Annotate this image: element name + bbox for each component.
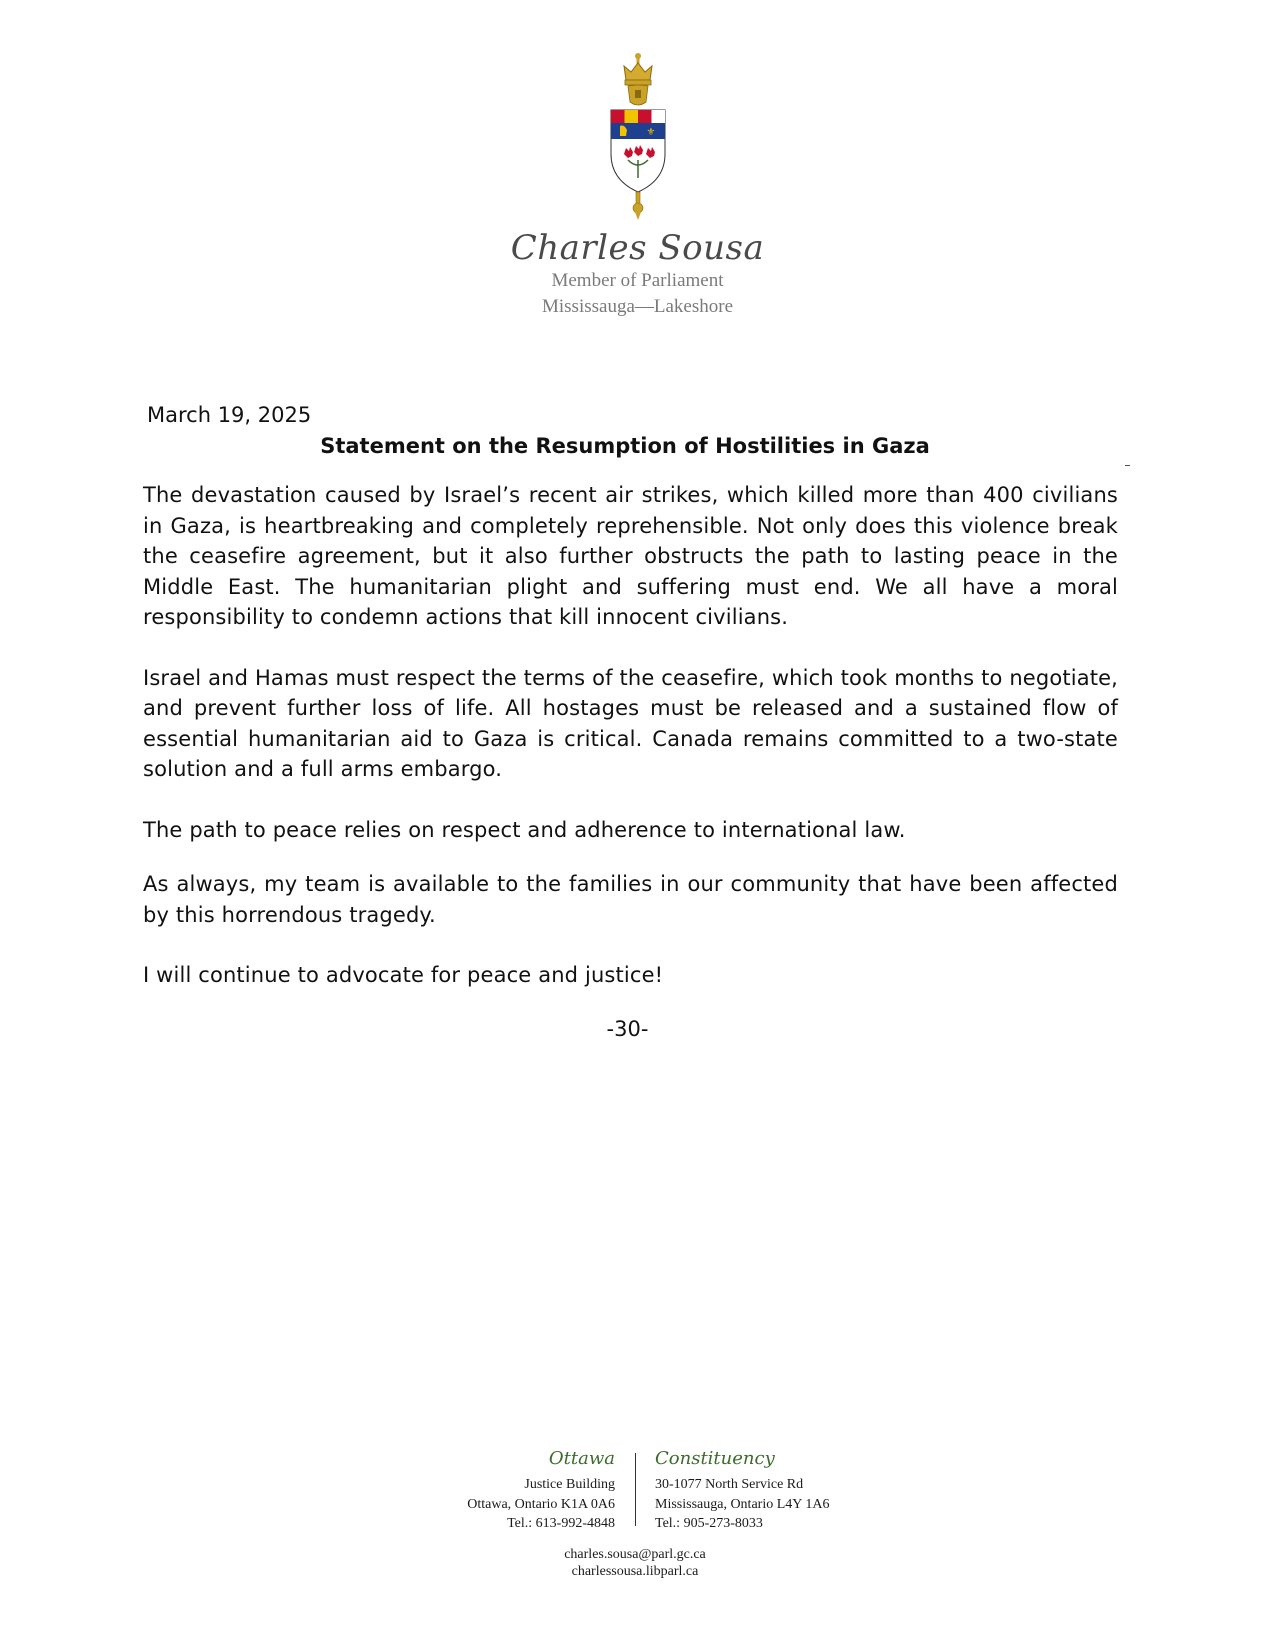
paragraph: The path to peace relies on respect and adherence to international law. [143, 817, 906, 842]
footer-contacts [0, 1546, 1270, 1580]
ottawa-city: Ottawa, Ontario K1A 0A6 [467, 1496, 615, 1512]
mp-name-signature: Charles Sousa [510, 228, 765, 268]
paragraph: The devastation caused by Israel’s recent air strikes, which killed more than 400 civilians in Gaza, is heartbreaking and completely reprehensible. Not only does this violence break the ceasefire agreement, but it also further obstructs the path to lasting peace in the Middle East. The humanitarian plight and suffering must end. We all have a moral responsibility to condemn actions that kill innocent civilians. [143, 483, 1118, 629]
svg-text:⚜: ⚜ [646, 127, 655, 138]
constituency-office [655, 1447, 829, 1534]
mp-riding: Mississauga—Lakeshore [541, 296, 734, 317]
letterhead [0, 50, 1275, 320]
stray-mark [1125, 465, 1130, 466]
ottawa-office [467, 1447, 615, 1534]
ottawa-building: Justice Building [524, 1477, 615, 1492]
website-link[interactable]: charlessousa.libparl.ca [571, 1564, 699, 1579]
constituency-city: Mississauga, Ontario L4Y 1A6 [655, 1496, 830, 1512]
mp-position: Member of Parliament [551, 270, 724, 291]
statement-body [143, 480, 1118, 991]
constituency-label: Constituency [655, 1448, 775, 1469]
statement-title: Statement on the Resumption of Hostilities in Gaza [320, 434, 930, 458]
ottawa-phone: Tel.: 613-992-4848 [507, 1516, 615, 1531]
email-link[interactable]: charles.sousa@parl.gc.ca [564, 1547, 706, 1562]
ottawa-label: Ottawa [548, 1448, 615, 1469]
parliamentary-crest-icon [602, 50, 674, 220]
statement-date: March 19, 2025 [147, 403, 312, 427]
paragraph: Israel and Hamas must respect the terms of the ceasefire, which took months to negotiate, and prevent further loss of life. All hostages must be released and a sustained flow of essential humanitarian aid to Gaza is critical. Canada remains committed to a two-state solution and a full arms embargo. [143, 665, 1118, 781]
paragraph: I will continue to advocate for peace and justice! [143, 963, 664, 987]
constituency-phone: Tel.: 905-273-8033 [655, 1516, 763, 1531]
end-mark: -30- [606, 1017, 649, 1041]
footer-divider [635, 1453, 636, 1526]
constituency-street: 30-1077 North Service Rd [655, 1477, 804, 1492]
paragraph: As always, my team is available to the families in our community that have been affected by this horrendous tragedy. [143, 872, 1118, 927]
